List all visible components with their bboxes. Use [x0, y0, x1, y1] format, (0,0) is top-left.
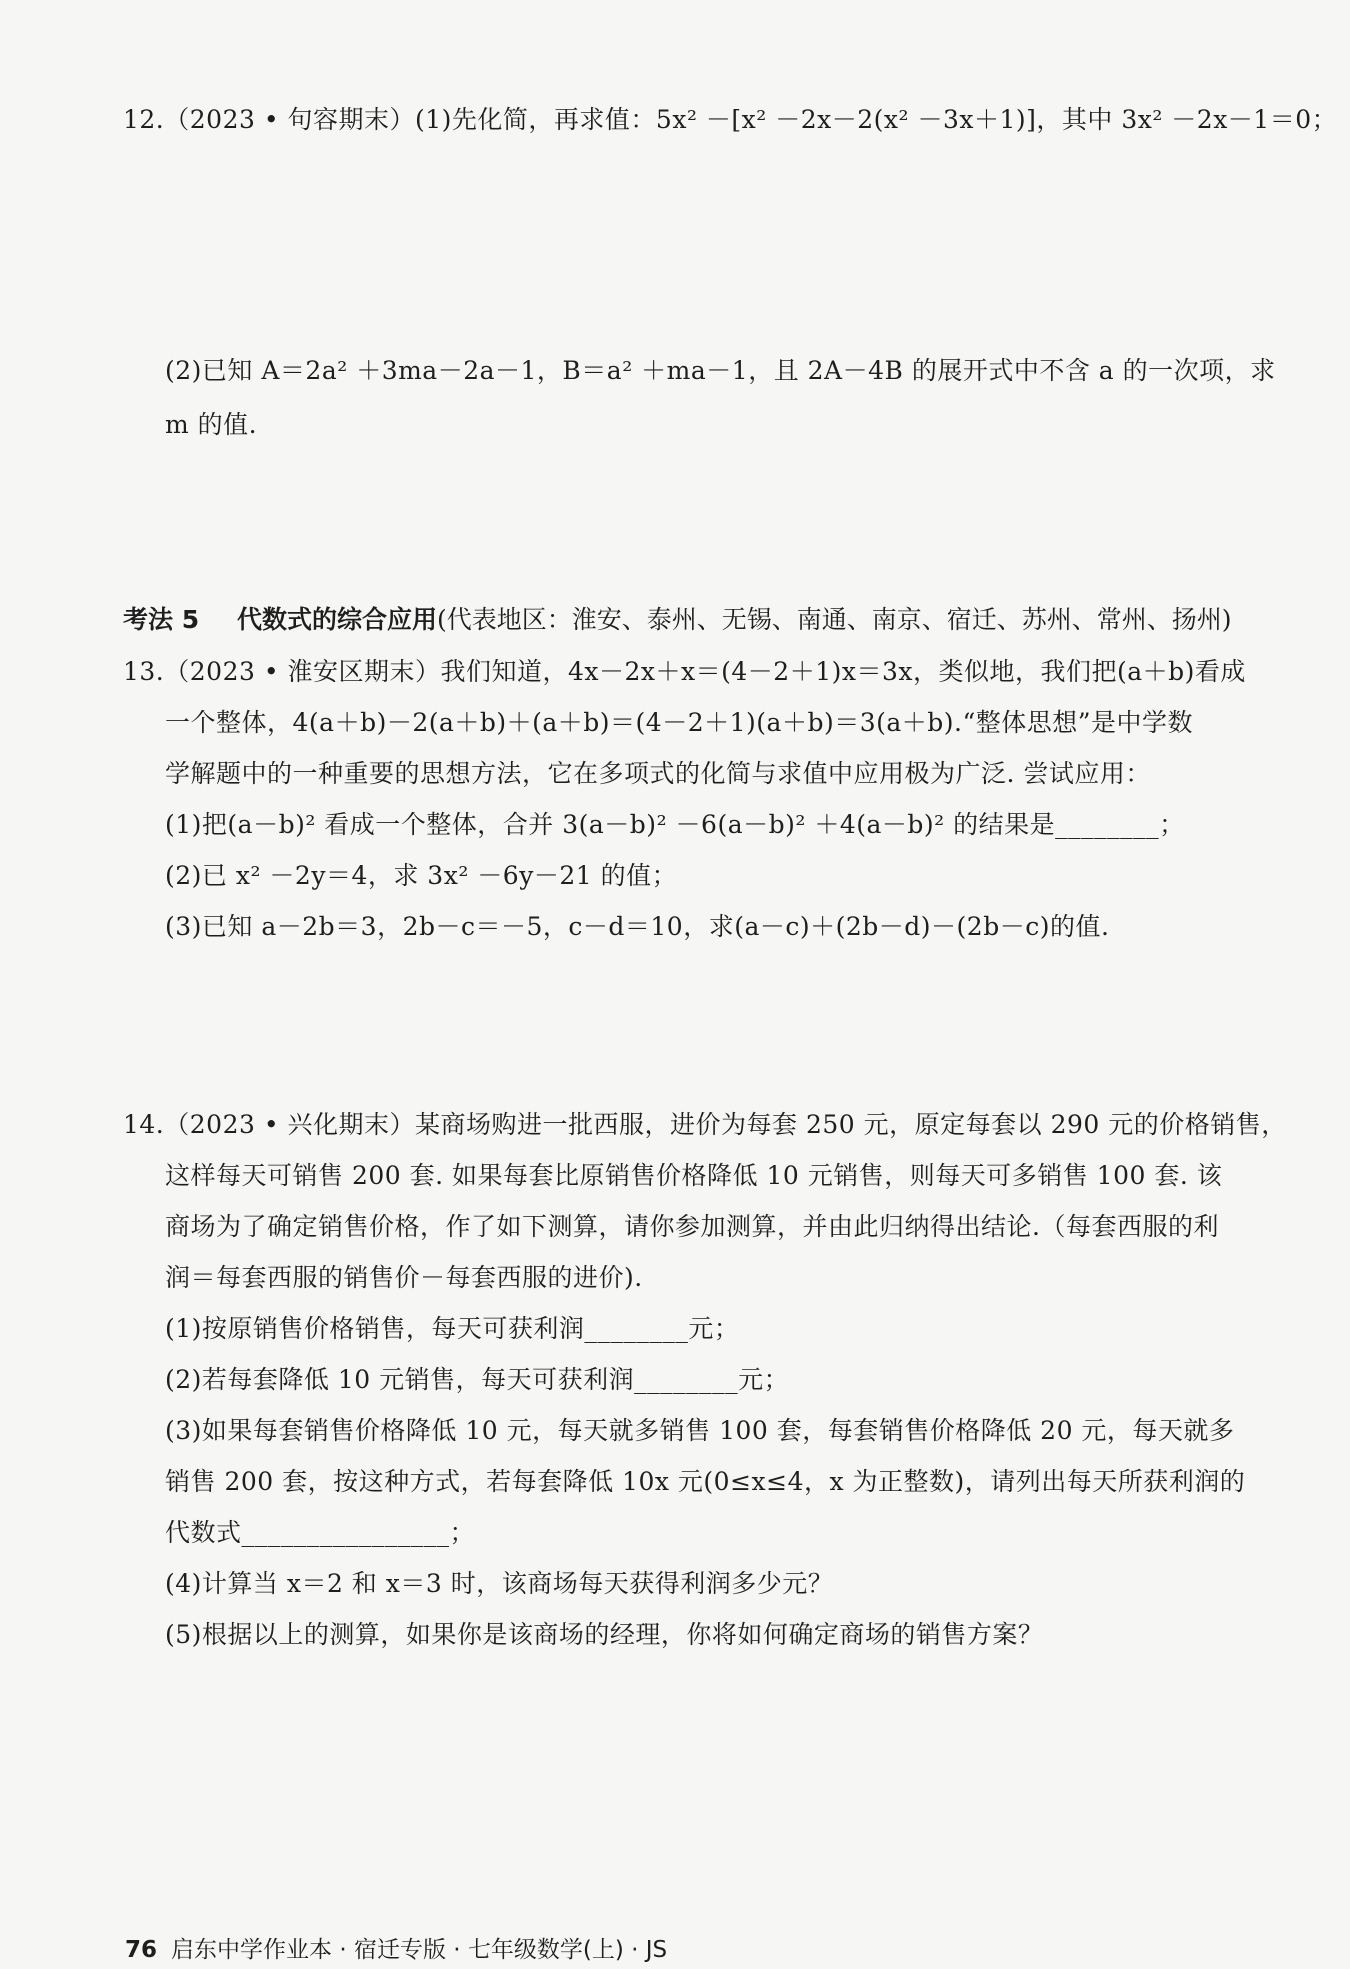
section-regions: (代表地区：淮安、泰州、无锡、南通、南京、宿迁、苏州、常州、扬州) [437, 605, 1232, 634]
page-number: 76 [125, 1937, 158, 1963]
book-title: 启东中学作业本 · 宿迁专版 · 七年级数学(上) · JS [171, 1937, 668, 1963]
problem-12-line-2: (2)已知 A＝2a² ＋3ma－2a－1，B＝a² ＋ma－1，且 2A－4B 的展开式中不含 a 的一次项，求 [165, 356, 1276, 385]
section-label: 考法 5 [123, 605, 200, 634]
problem-14-line-2: 这样每天可销售 200 套. 如果每套比原销售价格降低 10 元销售，则每天可多销售 100 套. 该 [165, 1161, 1223, 1190]
problem-14-line-1: 14.（2023 • 兴化期末）某商场购进一批西服，进价为每套 250 元，原定每套以 290 元的价格销售， [123, 1110, 1287, 1139]
problem-14-line-3: 商场为了确定销售价格，作了如下测算，请你参加测算，并由此归纳得出结论.（每套西服的利 [165, 1212, 1219, 1241]
problem-14-part-3-blank: 代数式________________； [165, 1518, 476, 1547]
problem-14-part-4: (4)计算当 x＝2 和 x＝3 时，该商场每天获得利润多少元？ [165, 1569, 834, 1598]
section-heading [123, 603, 1232, 637]
problem-14-part-2: (2)若每套降低 10 元销售，每天可获利润________元； [165, 1365, 790, 1394]
problem-14-part-3: (3)如果每套销售价格降低 10 元，每天就多销售 100 套，每套销售价格降低 20 元，每天就多 [165, 1416, 1235, 1445]
problem-14-part-1: (1)按原销售价格销售，每天可获利润________元； [165, 1314, 740, 1343]
problem-13-part-1: (1)把(a－b)² 看成一个整体，合并 3(a－b)² －6(a－b)² ＋4(a－b)² 的结果是________； [165, 810, 1185, 839]
page-footer [125, 1935, 667, 1965]
problem-13-line-2: 一个整体，4(a＋b)－2(a＋b)＋(a＋b)＝(4－2＋1)(a＋b)＝3(a＋b).“整体思想”是中学数 [165, 708, 1194, 737]
problem-13-part-3: (3)已知 a－2b＝3，2b－c＝－5，c－d＝10，求(a－c)＋(2b－d)－(2b－c)的值. [165, 912, 1110, 941]
problem-12-line-1: 12.（2023 • 句容期末）(1)先化简，再求值：5x² －[x² －2x－2(x² －3x＋1)]，其中 3x² －2x－1＝0； [123, 105, 1338, 134]
problem-13-line-1: 13.（2023 • 淮安区期末）我们知道，4x－2x＋x＝(4－2＋1)x＝3x，类似地，我们把(a＋b)看成 [123, 657, 1246, 686]
problem-13-line-3: 学解题中的一种重要的思想方法，它在多项式的化简与求值中应用极为广泛. 尝试应用： [165, 759, 1151, 788]
problem-13-part-2: (2)已 x² －2y＝4，求 3x² －6y－21 的值； [165, 861, 678, 890]
problem-12-line-3: m 的值. [165, 410, 258, 439]
problem-14-part-5: (5)根据以上的测算，如果你是该商场的经理，你将如何确定商场的销售方案？ [165, 1620, 1044, 1649]
problem-14-part-3-cont: 销售 200 套，按这种方式，若每套降低 10x 元(0≤x≤4，x 为正整数)，请列出每天所获利润的 [165, 1467, 1246, 1496]
problem-14-line-4: 润＝每套西服的销售价－每套西服的进价). [165, 1263, 643, 1292]
section-title-text: 代数式的综合应用 [237, 605, 438, 634]
